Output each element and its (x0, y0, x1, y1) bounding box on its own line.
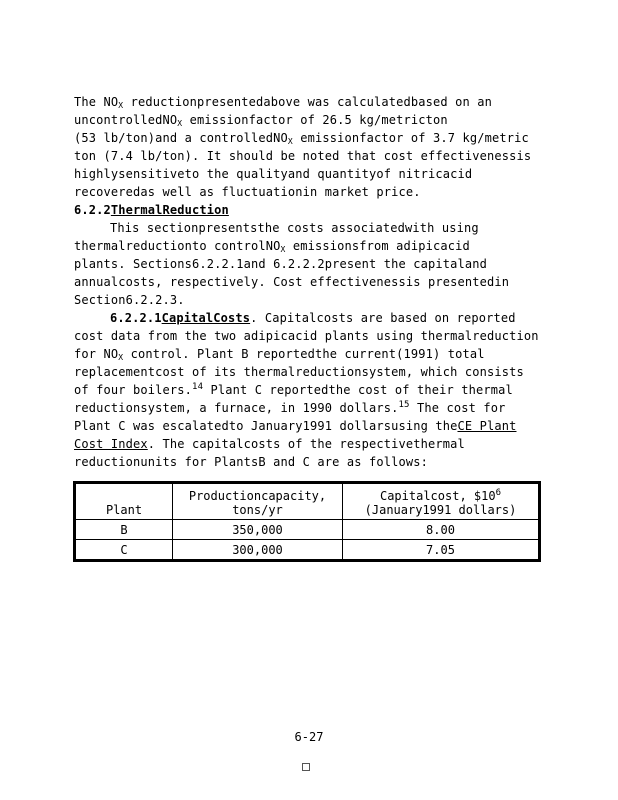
footnote-ref-14: 14 (192, 382, 204, 392)
para1-line: (53 lb/ton)and a controlledNO$_X$ emissionfactor of 3.7 kg/metric (74, 131, 529, 146)
scan-mark-icon (302, 763, 310, 771)
section-heading-6-2-2 (74, 202, 229, 218)
table-row (76, 540, 539, 560)
para3-line: cost data from the two adipicacid plants using thermalreduction (74, 329, 539, 343)
para1-line: recoveredas well as fluctuationin market price. (74, 185, 421, 199)
table-row (76, 520, 539, 540)
cell-plant: B (76, 520, 173, 540)
header-capacity: Productioncapacity, tons/yr (173, 484, 343, 520)
para1-line: ton (7.4 lb/ton). It should be noted that cost effectivenessis (74, 149, 532, 163)
subsection-number: 6.2.2.1 (110, 311, 162, 325)
capital-cost-table (73, 481, 541, 562)
para3-line: reductionunits for PlantsB and C are as follows: (74, 455, 428, 469)
cell-capital-cost: 8.00 (343, 520, 539, 540)
para2-line: This sectionpresentsthe costs associatedwith using (110, 221, 479, 235)
cell-capital-cost: 7.05 (343, 540, 539, 560)
para3-line: reductionsystem, a furnace, in 1990 dollars.$^{15}$ The cost for (74, 400, 506, 415)
para1-line: The $NO_X$ reductionpresentedabove was calculatedbased on an (74, 95, 492, 110)
para2-line: Section6.2.2.3. (74, 293, 185, 307)
para1-line: highlysensitiveto the qualityand quantityof nitricacid (74, 167, 473, 181)
para2-line: plants. Sections6.2.2.1and 6.2.2.2present the capitaland (74, 257, 487, 271)
subsection-title: CapitalCosts (161, 311, 251, 325)
para3-line: for $NO_X$ control. Plant B reportedthe current(1991) total (74, 347, 485, 362)
ce-plant-cost-index-ref: Cost Index (74, 437, 148, 451)
para3-line: Cost Index. The capitalcosts of the respectivethermal (74, 437, 465, 451)
cell-capacity: 350,000 (173, 520, 343, 540)
para2-line: annualcosts, respectively. Cost effectivenessis presentedin (74, 275, 510, 289)
footnote-ref-15: 15 (398, 400, 410, 410)
subsection-heading-6-2-2-1: 6.2.2.1CapitalCosts. Capitalcosts are based on reported (110, 311, 516, 325)
page-number: 6-27 (294, 730, 324, 744)
cell-plant: C (76, 540, 173, 560)
cell-capacity: 300,000 (173, 540, 343, 560)
para3-line: Plant C was escalatedto January1991 dollarsusing theCE Plant (74, 419, 517, 433)
table-header-row (76, 484, 539, 520)
ce-plant-cost-index-ref: CE Plant (457, 419, 517, 433)
para1-line: uncontrolledNO$_X$ emissionfactor of 26.5 kg/metricton (74, 113, 448, 128)
section-title: ThermalReduction (110, 203, 229, 217)
para3-line: of four boilers.$^{14}$ Plant C reportedthe cost of their thermal (74, 382, 513, 397)
header-plant: Plant (76, 484, 173, 520)
section-number: 6.2.2 (74, 203, 111, 217)
para2-line: thermalreductionto controlNO$_X$ emissionsfrom adipicacid (74, 239, 470, 254)
header-capital-cost: Capitalcost, $\$10^6$ (January1991 dollars) (343, 484, 539, 520)
para3-line: replacementcost of its thermalreductionsystem, which consists (74, 365, 524, 379)
